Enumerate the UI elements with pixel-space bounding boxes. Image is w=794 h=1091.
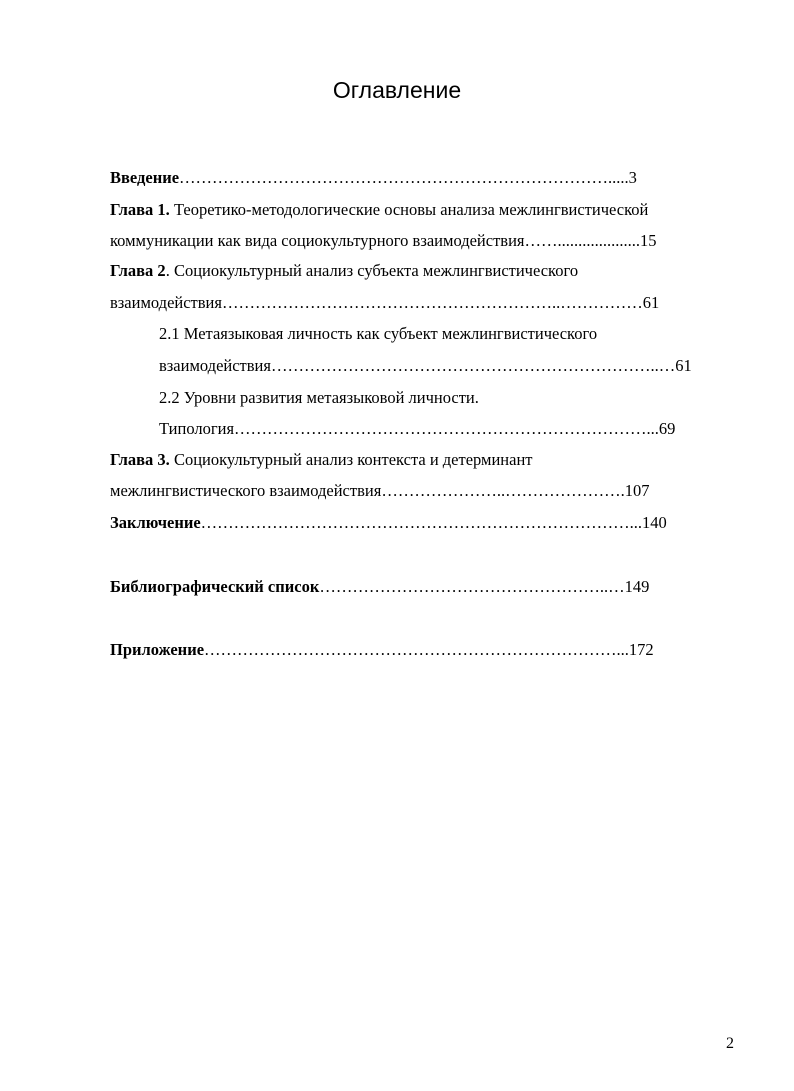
toc-title-line2: коммуникации как вида социокультурного взаимодействия	[110, 231, 525, 250]
toc-entry-chapter-3[interactable]	[110, 450, 730, 470]
toc-entry-bibliography[interactable]	[110, 577, 730, 597]
toc-leader: …………………………………………………………………….....	[179, 168, 629, 187]
toc-page: 61	[642, 293, 660, 312]
toc-page: ..69	[650, 419, 676, 438]
toc-entry-section-2-1-cont[interactable]	[159, 356, 729, 376]
toc-entry-section-2-1[interactable]	[159, 324, 729, 344]
toc-label: Глава 2	[110, 261, 166, 280]
toc-leader: ……………………………………………………………..…	[270, 356, 676, 375]
toc-title-line2: Типология	[159, 419, 235, 438]
toc-title-line1: 2.2 Уровни развития метаязыковой личности.	[159, 388, 479, 407]
toc-page: 15	[640, 231, 657, 250]
toc-entry-chapter-1-cont[interactable]	[110, 231, 730, 251]
toc-entry-introduction[interactable]	[110, 168, 730, 188]
toc-leader: ……....................	[524, 231, 641, 250]
toc-label: Библиографический список	[110, 577, 320, 596]
toc-title-line1: . Социокультурный анализ субъекта межлингвистического	[165, 261, 579, 280]
toc-page: 3	[628, 168, 637, 187]
toc-leader: …………………………………………………………………...	[204, 640, 629, 659]
toc-page: 140	[642, 513, 667, 532]
toc-entry-appendix[interactable]	[110, 640, 730, 660]
toc-title-line2: взаимодействия	[110, 293, 222, 312]
toc-title-line2: межлингвистического взаимодействия	[110, 481, 382, 500]
toc-title-line1: Социокультурный анализ контекста и детерминант	[169, 450, 533, 469]
toc-page: 172	[628, 640, 654, 659]
toc-leader: ………………………………………………………………….	[234, 419, 651, 438]
toc-label: Заключение	[110, 513, 201, 532]
toc-leader: ……………………………………………..…	[319, 577, 625, 596]
toc-entry-section-2-2-cont[interactable]	[159, 419, 729, 439]
toc-title-line2: взаимодействия	[159, 356, 271, 375]
toc-label: Глава 3.	[110, 450, 170, 469]
toc-title-line1: Теоретико-методологические основы анализа межлингвистической	[169, 200, 649, 219]
toc-label: Приложение	[110, 640, 205, 659]
toc-title-line1: 2.1 Метаязыковая личность как субъект межлингвистического	[159, 324, 598, 343]
toc-leader: ……………………………………………………..……………	[221, 293, 643, 312]
toc-leader: …………………..…………………	[381, 481, 621, 500]
toc-entry-chapter-2-cont[interactable]	[110, 293, 730, 313]
toc-entry-section-2-2[interactable]	[159, 388, 729, 408]
toc-entry-chapter-1[interactable]	[110, 200, 735, 220]
toc-entry-chapter-3-cont[interactable]	[110, 481, 730, 501]
toc-label: Введение	[110, 168, 180, 187]
toc-leader: ……………………………………………………………………...	[200, 513, 643, 532]
toc-entry-chapter-2[interactable]	[110, 261, 730, 281]
page-title: Оглавление	[332, 77, 462, 103]
toc-label: Глава 1.	[110, 200, 170, 219]
page-number: 2	[726, 1035, 734, 1052]
toc-page: .107	[620, 481, 650, 500]
toc-entry-conclusion[interactable]	[110, 513, 730, 533]
toc-page: 149	[624, 577, 650, 596]
toc-page: 61	[675, 356, 692, 375]
